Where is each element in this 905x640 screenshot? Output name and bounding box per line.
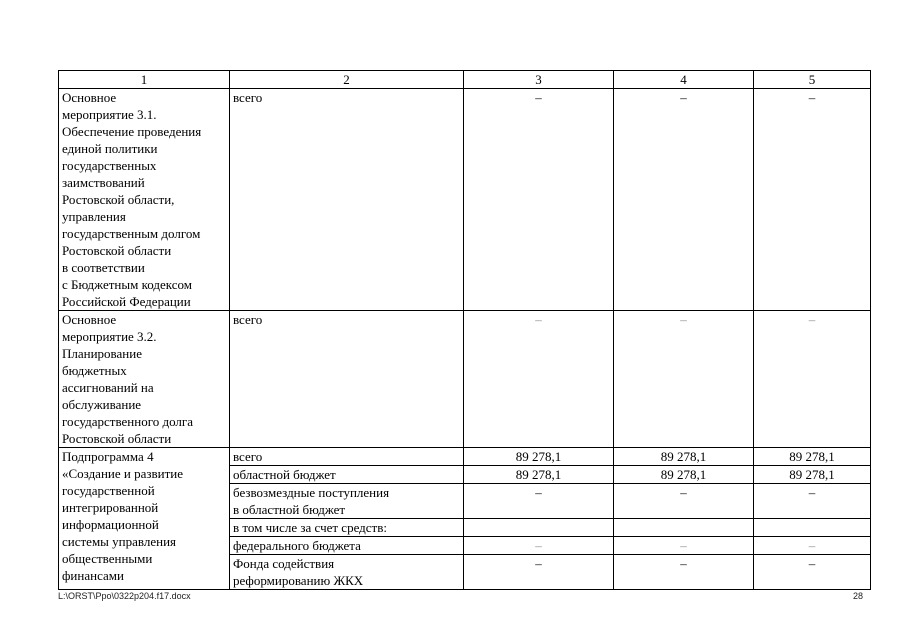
- page-number: 28: [853, 591, 864, 601]
- subprogram-4-federal-col5: –: [754, 537, 871, 555]
- subprogram-4-total-col3: 89 278,1: [464, 448, 614, 466]
- subprogram-4-source-including: в том числе за счет средств:: [230, 519, 464, 537]
- subprogram-4-source-grants: безвозмездные поступления в областной бюджет: [230, 484, 464, 519]
- table-row-activity-3-1: [59, 89, 871, 311]
- activity-3-1-value-col5: –: [754, 89, 871, 311]
- subprogram-4-federal-col4: –: [614, 537, 754, 555]
- subprogram-4-source-regional: областной бюджет: [230, 466, 464, 484]
- activity-3-1-value-col3: –: [464, 89, 614, 311]
- header-row: [59, 71, 871, 89]
- subprogram-4-source-federal: федерального бюджета: [230, 537, 464, 555]
- subprogram-4-regional-col5: 89 278,1: [754, 466, 871, 484]
- table-row-subprogram-4-total: [59, 448, 871, 466]
- subprogram-4-federal-col3: –: [464, 537, 614, 555]
- subprogram-4-grants-col4: –: [614, 484, 754, 519]
- subprogram-4-grants-col3: –: [464, 484, 614, 519]
- activity-3-1-source: всего: [230, 89, 464, 311]
- activity-3-2-name: Основное мероприятие 3.2. Планирование бюджетных ассигнований на обслуживание государственного долга Ростовской области: [59, 311, 230, 448]
- table-row-activity-3-2: [59, 311, 871, 448]
- subprogram-4-housing-fund-col3: –: [464, 555, 614, 590]
- subprogram-4-including-col5: [754, 519, 871, 537]
- subprogram-4-total-col5: 89 278,1: [754, 448, 871, 466]
- subprogram-4-regional-col3: 89 278,1: [464, 466, 614, 484]
- activity-3-1-name: Основное мероприятие 3.1. Обеспечение проведения единой политики государственных заимствований Ростовской области, управления государственным долгом Ростовской области в соответствии с Бюджетным кодексом Российской Федерации: [59, 89, 230, 311]
- activity-3-1-value-col4: –: [614, 89, 754, 311]
- subprogram-4-housing-fund-col5: –: [754, 555, 871, 590]
- subprogram-4-source-housing-fund: Фонда содействия реформированию ЖКХ: [230, 555, 464, 590]
- subprogram-4-including-col4: [614, 519, 754, 537]
- subprogram-4-regional-col4: 89 278,1: [614, 466, 754, 484]
- subprogram-4-housing-fund-col4: –: [614, 555, 754, 590]
- subprogram-4-source-total: всего: [230, 448, 464, 466]
- column-header-5: 5: [754, 71, 871, 89]
- activity-3-2-value-col4: –: [614, 311, 754, 448]
- subprogram-4-grants-col5: –: [754, 484, 871, 519]
- column-header-1: 1: [59, 71, 230, 89]
- column-header-3: 3: [464, 71, 614, 89]
- subprogram-4-including-col3: [464, 519, 614, 537]
- activity-3-2-value-col3: –: [464, 311, 614, 448]
- activity-3-2-value-col5: –: [754, 311, 871, 448]
- footer-file-path: L:\ORST\Ppo\0322p204.f17.docx: [58, 591, 191, 601]
- column-header-2: 2: [230, 71, 464, 89]
- column-header-4: 4: [614, 71, 754, 89]
- budget-table: [58, 70, 871, 590]
- activity-3-2-source: всего: [230, 311, 464, 448]
- subprogram-4-total-col4: 89 278,1: [614, 448, 754, 466]
- subprogram-4-name: Подпрограмма 4 «Создание и развитие государственной интегрированной информационной системы управления общественными финансами: [59, 448, 230, 590]
